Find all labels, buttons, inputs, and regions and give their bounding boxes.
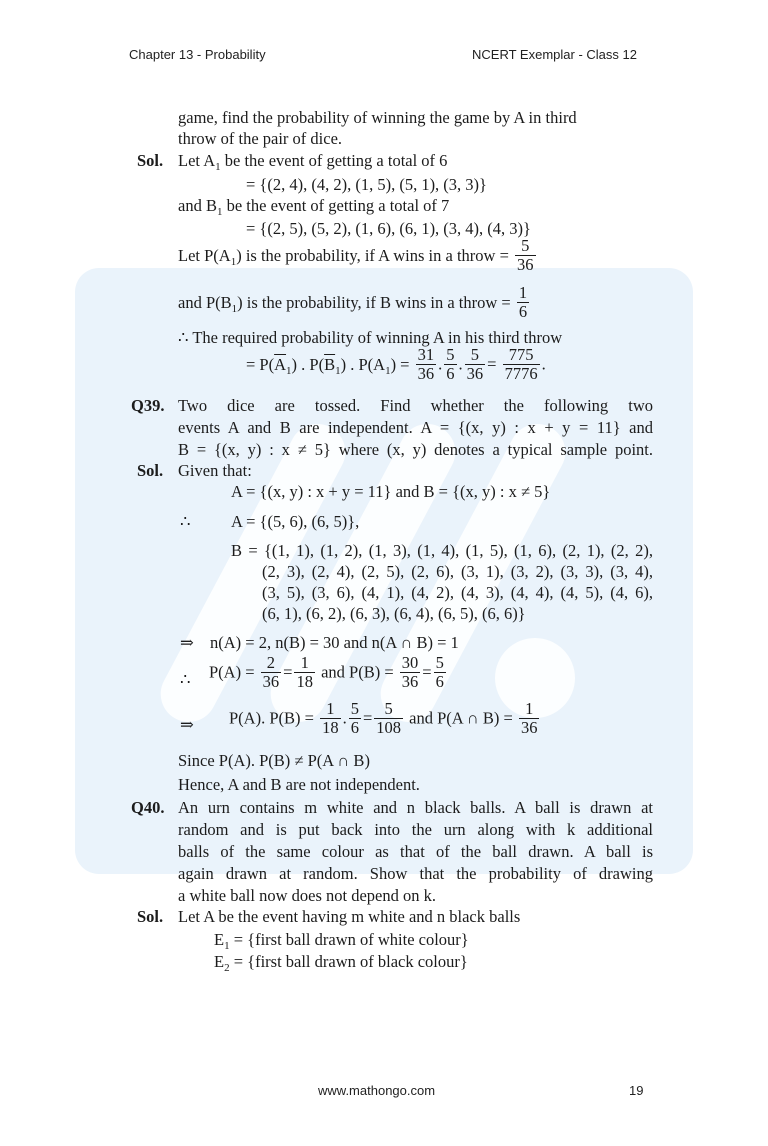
fraction: $\frac{5}{108}$ [376, 699, 401, 737]
event-b1-definition: and $B_1$ be the event of getting a total of 7 [178, 196, 450, 218]
q38-text-line: throw of the pair of dice. [178, 129, 343, 148]
fraction: $\frac{2}{36}$ [262, 653, 280, 691]
implies-symbol: ⇒ [180, 633, 194, 652]
set-b-line: B = {(1, 1), (1, 2), (1, 3), (1, 4), (1, 5), (1, 6), (2, 1), (2, 2), [231, 541, 653, 560]
pa-pb-line: P(A) = $\frac{2}{36}$ = $\frac{1}{18}$ and P(B) = $\frac{30}{36}$ = $\frac{5}{6}$ [209, 653, 444, 691]
fraction: $\frac{775}{7776}$ [504, 345, 538, 383]
given-sets: A = {(x, y) : x + y = 11} and B = {(x, y) : x ≠ 5} [231, 482, 551, 501]
q38-text-line: game, find the probability of winning the game by A in third [178, 108, 577, 127]
implies-symbol: ⇒ [180, 715, 194, 734]
since-line: Since P(A). P(B) ≠ P(A ∩ B) [178, 751, 370, 770]
sol-label: Sol. [137, 151, 164, 170]
therefore-symbol: ∴ [180, 670, 191, 689]
therefore-line: ∴ The required probability of winning A in his third throw [178, 328, 563, 347]
q39-text-line: Two dice are tossed. Find whether the following two [178, 396, 653, 415]
q40-text-line: again drawn at random. Show that the probability of drawing [178, 864, 653, 883]
conclusion-line: Hence, A and B are not independent. [178, 775, 420, 794]
footer-website[interactable]: www.mathongo.com [318, 1083, 436, 1098]
set-b-line: (2, 3), (2, 4), (2, 5), (2, 6), (3, 1), (3, 2), (3, 3), (3, 4), [262, 562, 653, 581]
sol-label: Sol. [137, 907, 164, 926]
required-probability: = $P(\overline{A}_1)$ . $P(\overline{B}_1)$ . $P(A_1)$ = $\frac{31}{36}$ . $\frac{5}{6}$ . $\frac{5}{36}$ = $\frac{775}{7776}$ . [246, 345, 546, 383]
therefore-symbol: ∴ [180, 512, 191, 531]
fraction: $\frac{1}{6}$ [518, 283, 528, 321]
q40-text-line: random and is put back into the urn along with k additional [178, 820, 653, 839]
given-label: Given that: [178, 461, 252, 480]
question-label: Q39. [131, 396, 165, 415]
event-e1: $E_1$ = {first ball drawn of white colour} [214, 930, 469, 952]
set-b-line: (6, 1), (6, 2), (6, 3), (6, 4), (6, 5), (6, 6)} [262, 604, 526, 623]
sol-label: Sol. [137, 461, 164, 480]
fraction: $\frac{5}{36}$ [517, 236, 534, 274]
counts-line: n(A) = 2, n(B) = 30 and n(A ∩ B) = 1 [210, 633, 459, 652]
fraction: $\frac{5}{6}$ [446, 345, 455, 383]
chapter-title: Chapter 13 - Probability [129, 47, 266, 62]
fraction: $\frac{31}{36}$ [417, 345, 435, 383]
fraction: $\frac{5}{6}$ [350, 699, 359, 737]
fraction: $\frac{1}{36}$ [520, 699, 538, 737]
fraction: $\frac{5}{36}$ [466, 345, 484, 383]
event-e2: $E_2$ = {first ball drawn of black colour} [214, 952, 468, 974]
q40-text-line: An urn contains m white and n black balls. A ball is drawn at [178, 798, 653, 817]
fraction: $\frac{30}{36}$ [401, 653, 419, 691]
fraction: $\frac{1}{18}$ [296, 653, 313, 691]
q40-text-line: a white ball now does not depend on k. [178, 886, 436, 905]
fraction: $\frac{5}{6}$ [435, 653, 444, 691]
fraction: $\frac{1}{18}$ [322, 699, 339, 737]
q39-text-line: B = {(x, y) : x ≠ 5} where (x, y) denotes a typical sample point. [178, 440, 653, 459]
set-a: A = {(5, 6), (6, 5)}, [231, 512, 360, 531]
event-a1-set: = {(2, 4), (4, 2), (1, 5), (5, 1), (3, 3)} [246, 175, 487, 194]
p-a1-line: Let $P(A_1)$ is the probability, if A wins in a throw = $\frac{5}{36}$ [178, 236, 534, 274]
question-label: Q40. [131, 798, 165, 817]
page-number: 19 [629, 1083, 644, 1098]
event-a1-definition: Let $A_1$ be the event of getting a total of 6 [178, 151, 448, 173]
q40-text-line: balls of the same colour as that of the ball drawn. A ball is [178, 842, 653, 861]
event-b1-set: = {(2, 5), (5, 2), (1, 6), (6, 1), (3, 4), (4, 3)} [246, 219, 531, 238]
papb-line: P(A). P(B) = $\frac{1}{18}$ . $\frac{5}{6}$ = $\frac{5}{108}$ and P(A ∩ B) = $\frac{1}{36}$ [229, 699, 538, 737]
p-b1-line: and $P(B_1)$ is the probability, if B wins in a throw = $\frac{1}{6}$ [178, 283, 528, 321]
q40-solution-line: Let A be the event having m white and n black balls [178, 907, 521, 926]
set-b-line: (3, 5), (3, 6), (4, 1), (4, 2), (4, 3), (4, 4), (4, 5), (4, 6), [262, 583, 653, 602]
q39-text-line: events A and B are independent. A = {(x, y) : x + y = 11} and [178, 418, 653, 437]
book-title: NCERT Exemplar - Class 12 [472, 47, 637, 62]
